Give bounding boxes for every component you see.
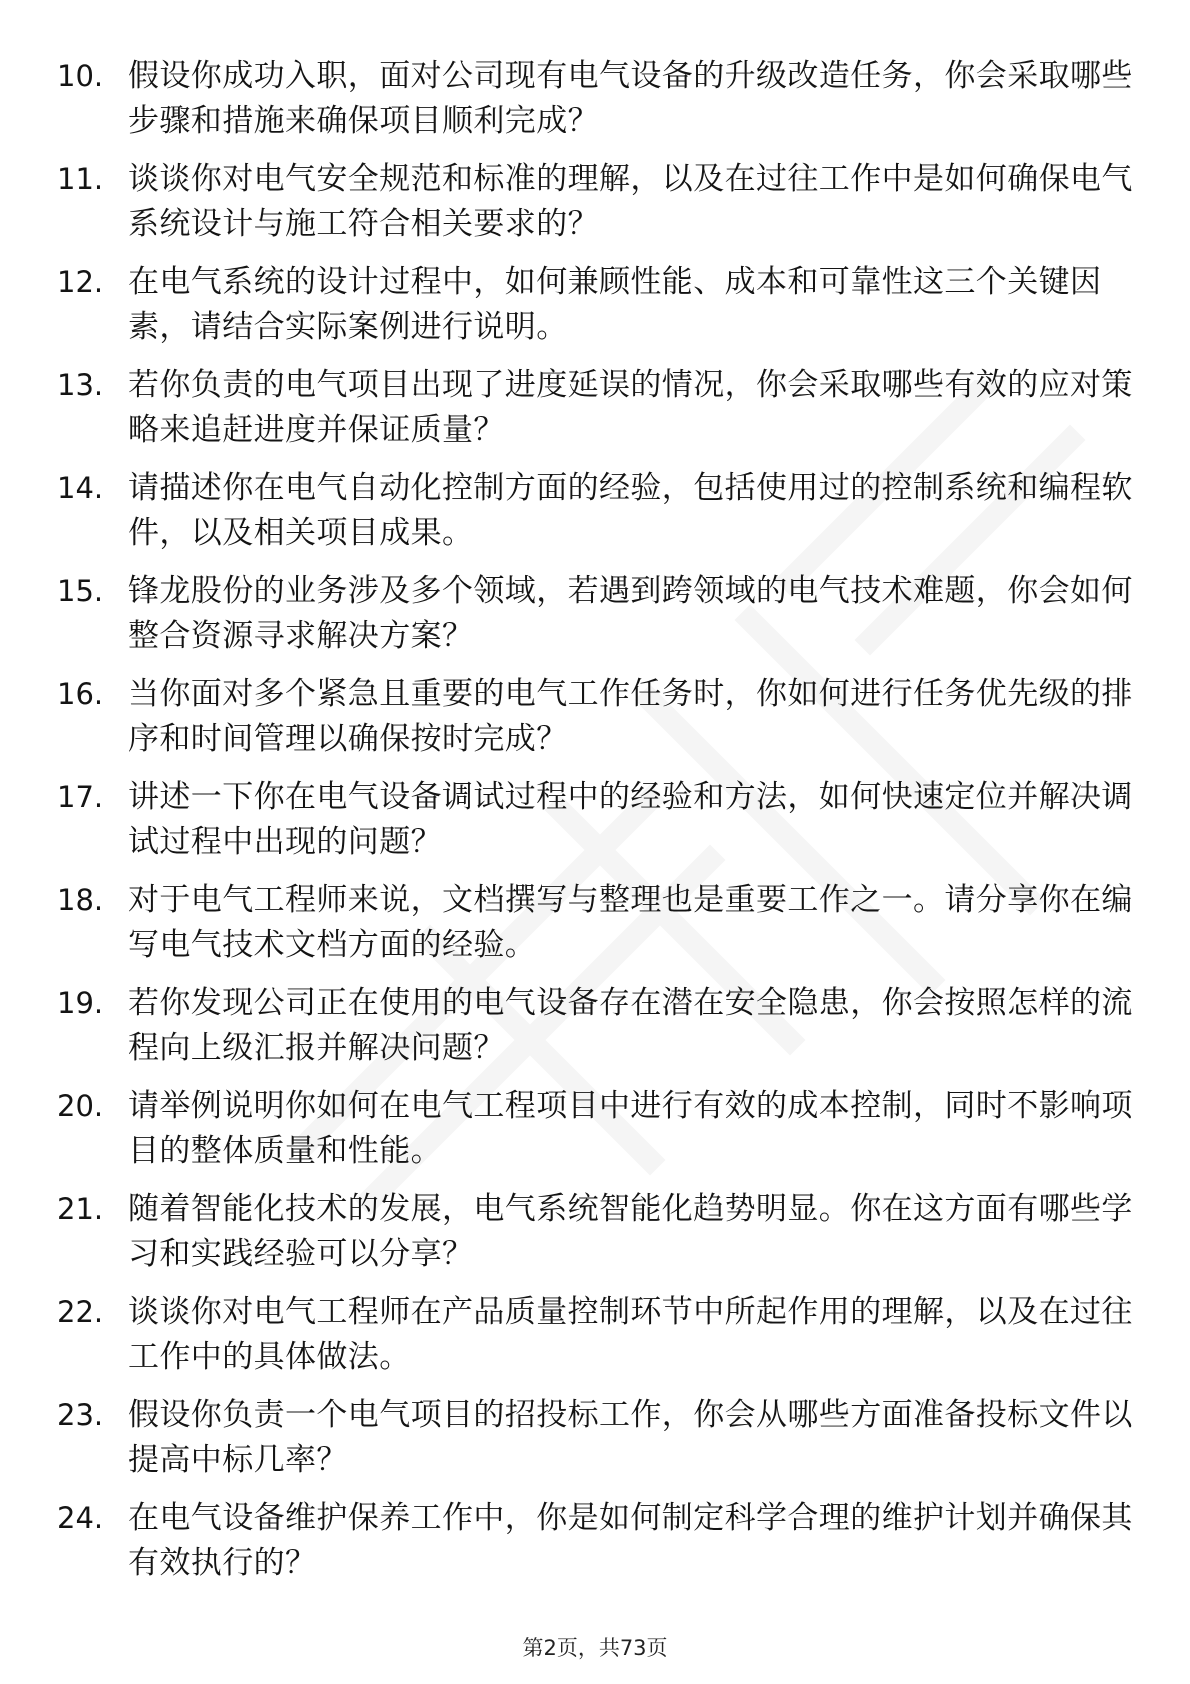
page-footer xyxy=(0,1634,1190,1662)
question-text: 请举例说明你如何在电气工程项目中进行有效的成本控制，同时不影响项目的整体质量和性能。 xyxy=(128,1088,1133,1169)
question-item-24 xyxy=(0,1496,1190,1588)
question-text: 谈谈你对电气安全规范和标准的理解，以及在过往工作中是如何确保电气系统设计与施工符合相关要求的？ xyxy=(128,161,1133,242)
question-number: 22. xyxy=(57,1295,104,1329)
question-item-17 xyxy=(0,775,1190,867)
question-number: 24. xyxy=(57,1501,104,1535)
question-text: 在电气系统的设计过程中，如何兼顾性能、成本和可靠性这三个关键因素，请结合实际案例进行说明。 xyxy=(128,264,1102,345)
question-item-21 xyxy=(0,1187,1190,1279)
question-text: 锋龙股份的业务涉及多个领域，若遇到跨领域的电气技术难题，你会如何整合资源寻求解决方案？ xyxy=(128,573,1133,654)
question-number: 19. xyxy=(57,986,104,1020)
question-text: 假设你负责一个电气项目的招投标工作，你会从哪些方面准备投标文件以提高中标几率？ xyxy=(128,1397,1133,1478)
question-text: 在电气设备维护保养工作中，你是如何制定科学合理的维护计划并确保其有效执行的？ xyxy=(128,1500,1133,1581)
question-item-14 xyxy=(0,466,1190,558)
question-number: 16. xyxy=(57,677,104,711)
question-text: 请描述你在电气自动化控制方面的经验，包括使用过的控制系统和编程软件，以及相关项目成果。 xyxy=(128,470,1133,551)
question-item-10 xyxy=(0,54,1190,146)
question-item-15 xyxy=(0,569,1190,661)
question-item-18 xyxy=(0,878,1190,970)
question-number: 23. xyxy=(57,1398,104,1432)
question-text: 对于电气工程师来说，文档撰写与整理也是重要工作之一。请分享你在编写电气技术文档方面的经验。 xyxy=(128,882,1133,963)
question-number: 14. xyxy=(57,471,104,505)
question-number: 10. xyxy=(57,59,104,93)
question-item-11 xyxy=(0,157,1190,249)
question-item-19 xyxy=(0,981,1190,1073)
question-item-22 xyxy=(0,1290,1190,1382)
question-number: 11. xyxy=(57,162,104,196)
question-text: 若你发现公司正在使用的电气设备存在潜在安全隐患，你会按照怎样的流程向上级汇报并解决问题？ xyxy=(128,985,1133,1066)
question-number: 20. xyxy=(57,1089,104,1123)
page-number-label: 第2页，共73页 xyxy=(522,1636,668,1660)
question-text: 随着智能化技术的发展，电气系统智能化趋势明显。你在这方面有哪些学习和实践经验可以分享？ xyxy=(128,1191,1133,1272)
question-number: 18. xyxy=(57,883,104,917)
question-item-20 xyxy=(0,1084,1190,1176)
question-list xyxy=(0,54,1190,1599)
question-number: 13. xyxy=(57,368,104,402)
question-item-13 xyxy=(0,363,1190,455)
question-text: 假设你成功入职，面对公司现有电气设备的升级改造任务，你会采取哪些步骤和措施来确保项目顺利完成？ xyxy=(128,58,1133,139)
question-number: 15. xyxy=(57,574,104,608)
question-item-23 xyxy=(0,1393,1190,1485)
question-number: 21. xyxy=(57,1192,104,1226)
question-text: 当你面对多个紧急且重要的电气工作任务时，你如何进行任务优先级的排序和时间管理以确保按时完成？ xyxy=(128,676,1133,757)
question-number: 17. xyxy=(57,780,104,814)
question-item-12 xyxy=(0,260,1190,352)
question-text: 谈谈你对电气工程师在产品质量控制环节中所起作用的理解，以及在过往工作中的具体做法。 xyxy=(128,1294,1133,1375)
question-item-16 xyxy=(0,672,1190,764)
question-number: 12. xyxy=(57,265,104,299)
question-text: 若你负责的电气项目出现了进度延误的情况，你会采取哪些有效的应对策略来追赶进度并保证质量？ xyxy=(128,367,1133,448)
question-text: 讲述一下你在电气设备调试过程中的经验和方法，如何快速定位并解决调试过程中出现的问题？ xyxy=(128,779,1133,860)
